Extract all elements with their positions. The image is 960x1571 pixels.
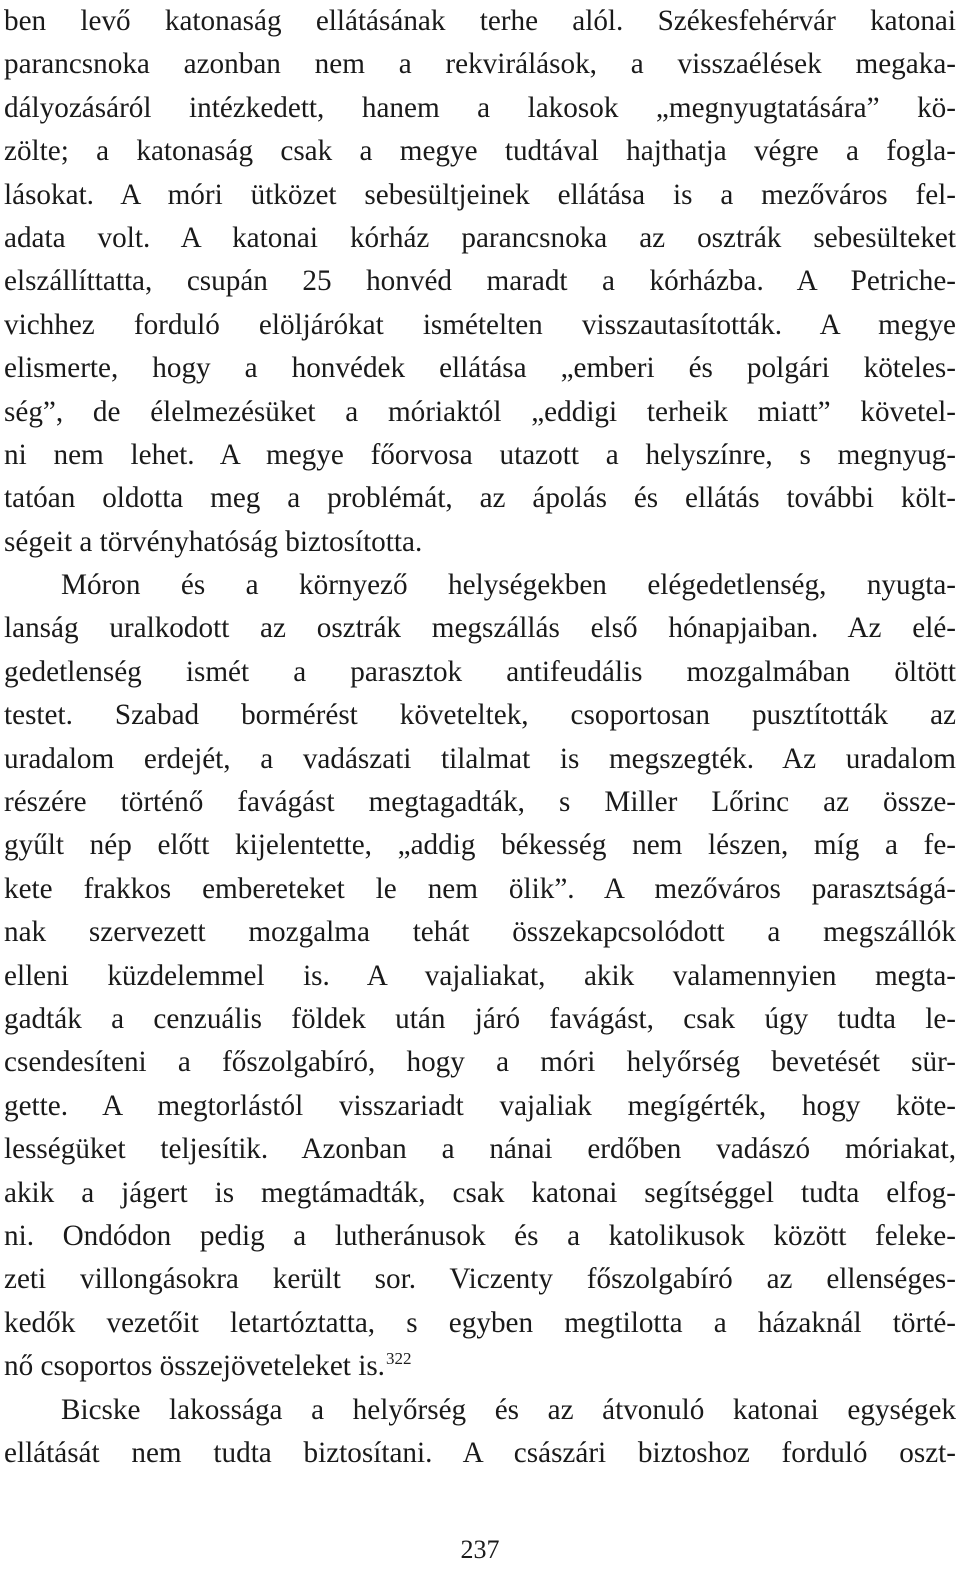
text-line [4, 43, 956, 86]
footnote-reference[interactable]: 322 [385, 1349, 412, 1369]
text-line-content: elleni küzdelemmel is. A vajaliakat, akik valamennyien megta- [4, 959, 956, 992]
text-line [4, 955, 956, 998]
text-line-content: ni nem lehet. A megye főorvosa utazott a helyszínre, s megnyug- [4, 438, 956, 471]
text-line-content: tatóan oldotta meg a problémát, az ápolás és ellátás további költ- [4, 482, 956, 515]
text-line [4, 434, 956, 477]
text-line-content: Móron és a környező helységekben elégedetlenség, nyugta- [61, 569, 956, 602]
text-line-content: zeti villongásokra került sor. Viczenty főszolgabíró az ellenséges- [4, 1263, 956, 1296]
text-line-content: lásokat. A móri ütközet sebesültjeinek ellátása is a mezőváros fel- [4, 178, 956, 211]
text-line-content: ség”, de élelmezésüket a móriaktól „eddigi terheik miatt” követel- [4, 395, 956, 428]
text-line [4, 0, 956, 43]
text-line-content: adata volt. A katonai kórház parancsnoka az osztrák sebesülteket [4, 221, 956, 254]
text-line [4, 1085, 956, 1128]
text-line-content: csendesíteni a főszolgabíró, hogy a móri helyőrség bevetését sür- [4, 1046, 956, 1079]
text-line [4, 1215, 956, 1258]
text-line [4, 911, 956, 954]
text-line [4, 868, 956, 911]
text-line [4, 781, 956, 824]
text-line-content: gette. A megtorlástól visszariadt vajaliak megígérték, hogy köte- [4, 1089, 956, 1122]
text-line-content: Bicske lakossága a helyőrség és az átvonuló katonai egységek [61, 1393, 956, 1426]
text-line-content: gadták a cenzuális földek után járó favágást, csak úgy tudta le- [4, 1002, 956, 1035]
text-line-content: kete frakkos embereteket le nem ölik”. A mezőváros parasztságá- [4, 872, 956, 905]
text-line [4, 130, 956, 173]
text-line-content: lanság uralkodott az osztrák megszállás első hónapjaiban. Az elé- [4, 612, 956, 645]
text-line-content: akik a jágert is megtámadták, csak katonai segítséggel tudta elfog- [4, 1176, 956, 1209]
text-line [4, 998, 956, 1041]
text-line [4, 1345, 956, 1388]
text-line [4, 1258, 956, 1301]
text-line [4, 477, 956, 520]
text-line [4, 1172, 956, 1215]
text-line-content: gyűlt nép előtt kijelentette, „addig békesség nem lészen, míg a fe- [4, 829, 956, 862]
text-line [4, 87, 956, 130]
text-line [4, 217, 956, 260]
text-line-content: uradalom erdejét, a vadászati tilalmat is megszegték. Az uradalom [4, 742, 956, 775]
text-line-content: lességüket teljesítik. Azonban a nánai erdőben vadászó móriakat, [4, 1133, 956, 1166]
text-line [4, 738, 956, 781]
text-line-content: elszállíttatta, csupán 25 honvéd maradt a kórházba. A Petriche- [4, 265, 956, 298]
text-line [4, 260, 956, 303]
text-line-content: elismerte, hogy a honvédek ellátása „emberi és polgári köteles- [4, 352, 956, 385]
text-line [4, 521, 956, 564]
text-line [4, 347, 956, 390]
text-line-content: gedetlenség ismét a parasztok antifeudális mozgalmában öltött [4, 655, 956, 688]
text-line-content: ni. Ondódon pedig a lutheránusok és a katolikusok között feleke- [4, 1219, 956, 1252]
text-line-content: ben levő katonaság ellátásának terhe alól. Székesfehérvár katonai [4, 5, 956, 37]
text-line [4, 564, 956, 607]
text-line [4, 1302, 956, 1345]
text-line [4, 694, 956, 737]
text-line [4, 174, 956, 217]
text-line-content: ségeit a törvényhatóság biztosította. [4, 525, 423, 558]
text-line-content: kedők vezetőit letartóztatta, s egyben megtilotta a házaknál törté- [4, 1306, 956, 1339]
text-line-content: nak szervezett mozgalma tehát összekapcsolódott a megszállók [4, 916, 956, 949]
text-line [4, 391, 956, 434]
text-line-content: testet. Szabad bormérést követeltek, csoportosan pusztították az [4, 699, 956, 732]
text-line-content: vichhez forduló elöljárókat ismételten visszautasították. A megye [4, 308, 956, 341]
text-line-content: dályozásáról intézkedett, hanem a lakosok „megnyugtatására” kö- [4, 91, 956, 124]
text-line [4, 824, 956, 867]
text-line-content: ellátását nem tudta biztosítani. A császári biztoshoz forduló oszt- [4, 1436, 956, 1469]
body-text [4, 0, 956, 1475]
text-line-content: parancsnoka azonban nem a rekvirálások, a visszaélések megaka- [4, 48, 956, 81]
text-line-content: részére történő favágást megtagadták, s Miller Lőrinc az össze- [4, 786, 956, 819]
text-line [4, 304, 956, 347]
page-number: 237 [460, 1535, 500, 1564]
text-line [4, 607, 956, 650]
text-line-content: nő csoportos összejöveteleket is. [4, 1350, 385, 1383]
text-line [4, 1389, 956, 1432]
text-line-content: zölte; a katonaság csak a megye tudtával hajthatja végre a fogla- [4, 135, 956, 168]
text-line [4, 1041, 956, 1084]
text-line [4, 1128, 956, 1171]
text-line [4, 651, 956, 694]
text-line [4, 1432, 956, 1475]
